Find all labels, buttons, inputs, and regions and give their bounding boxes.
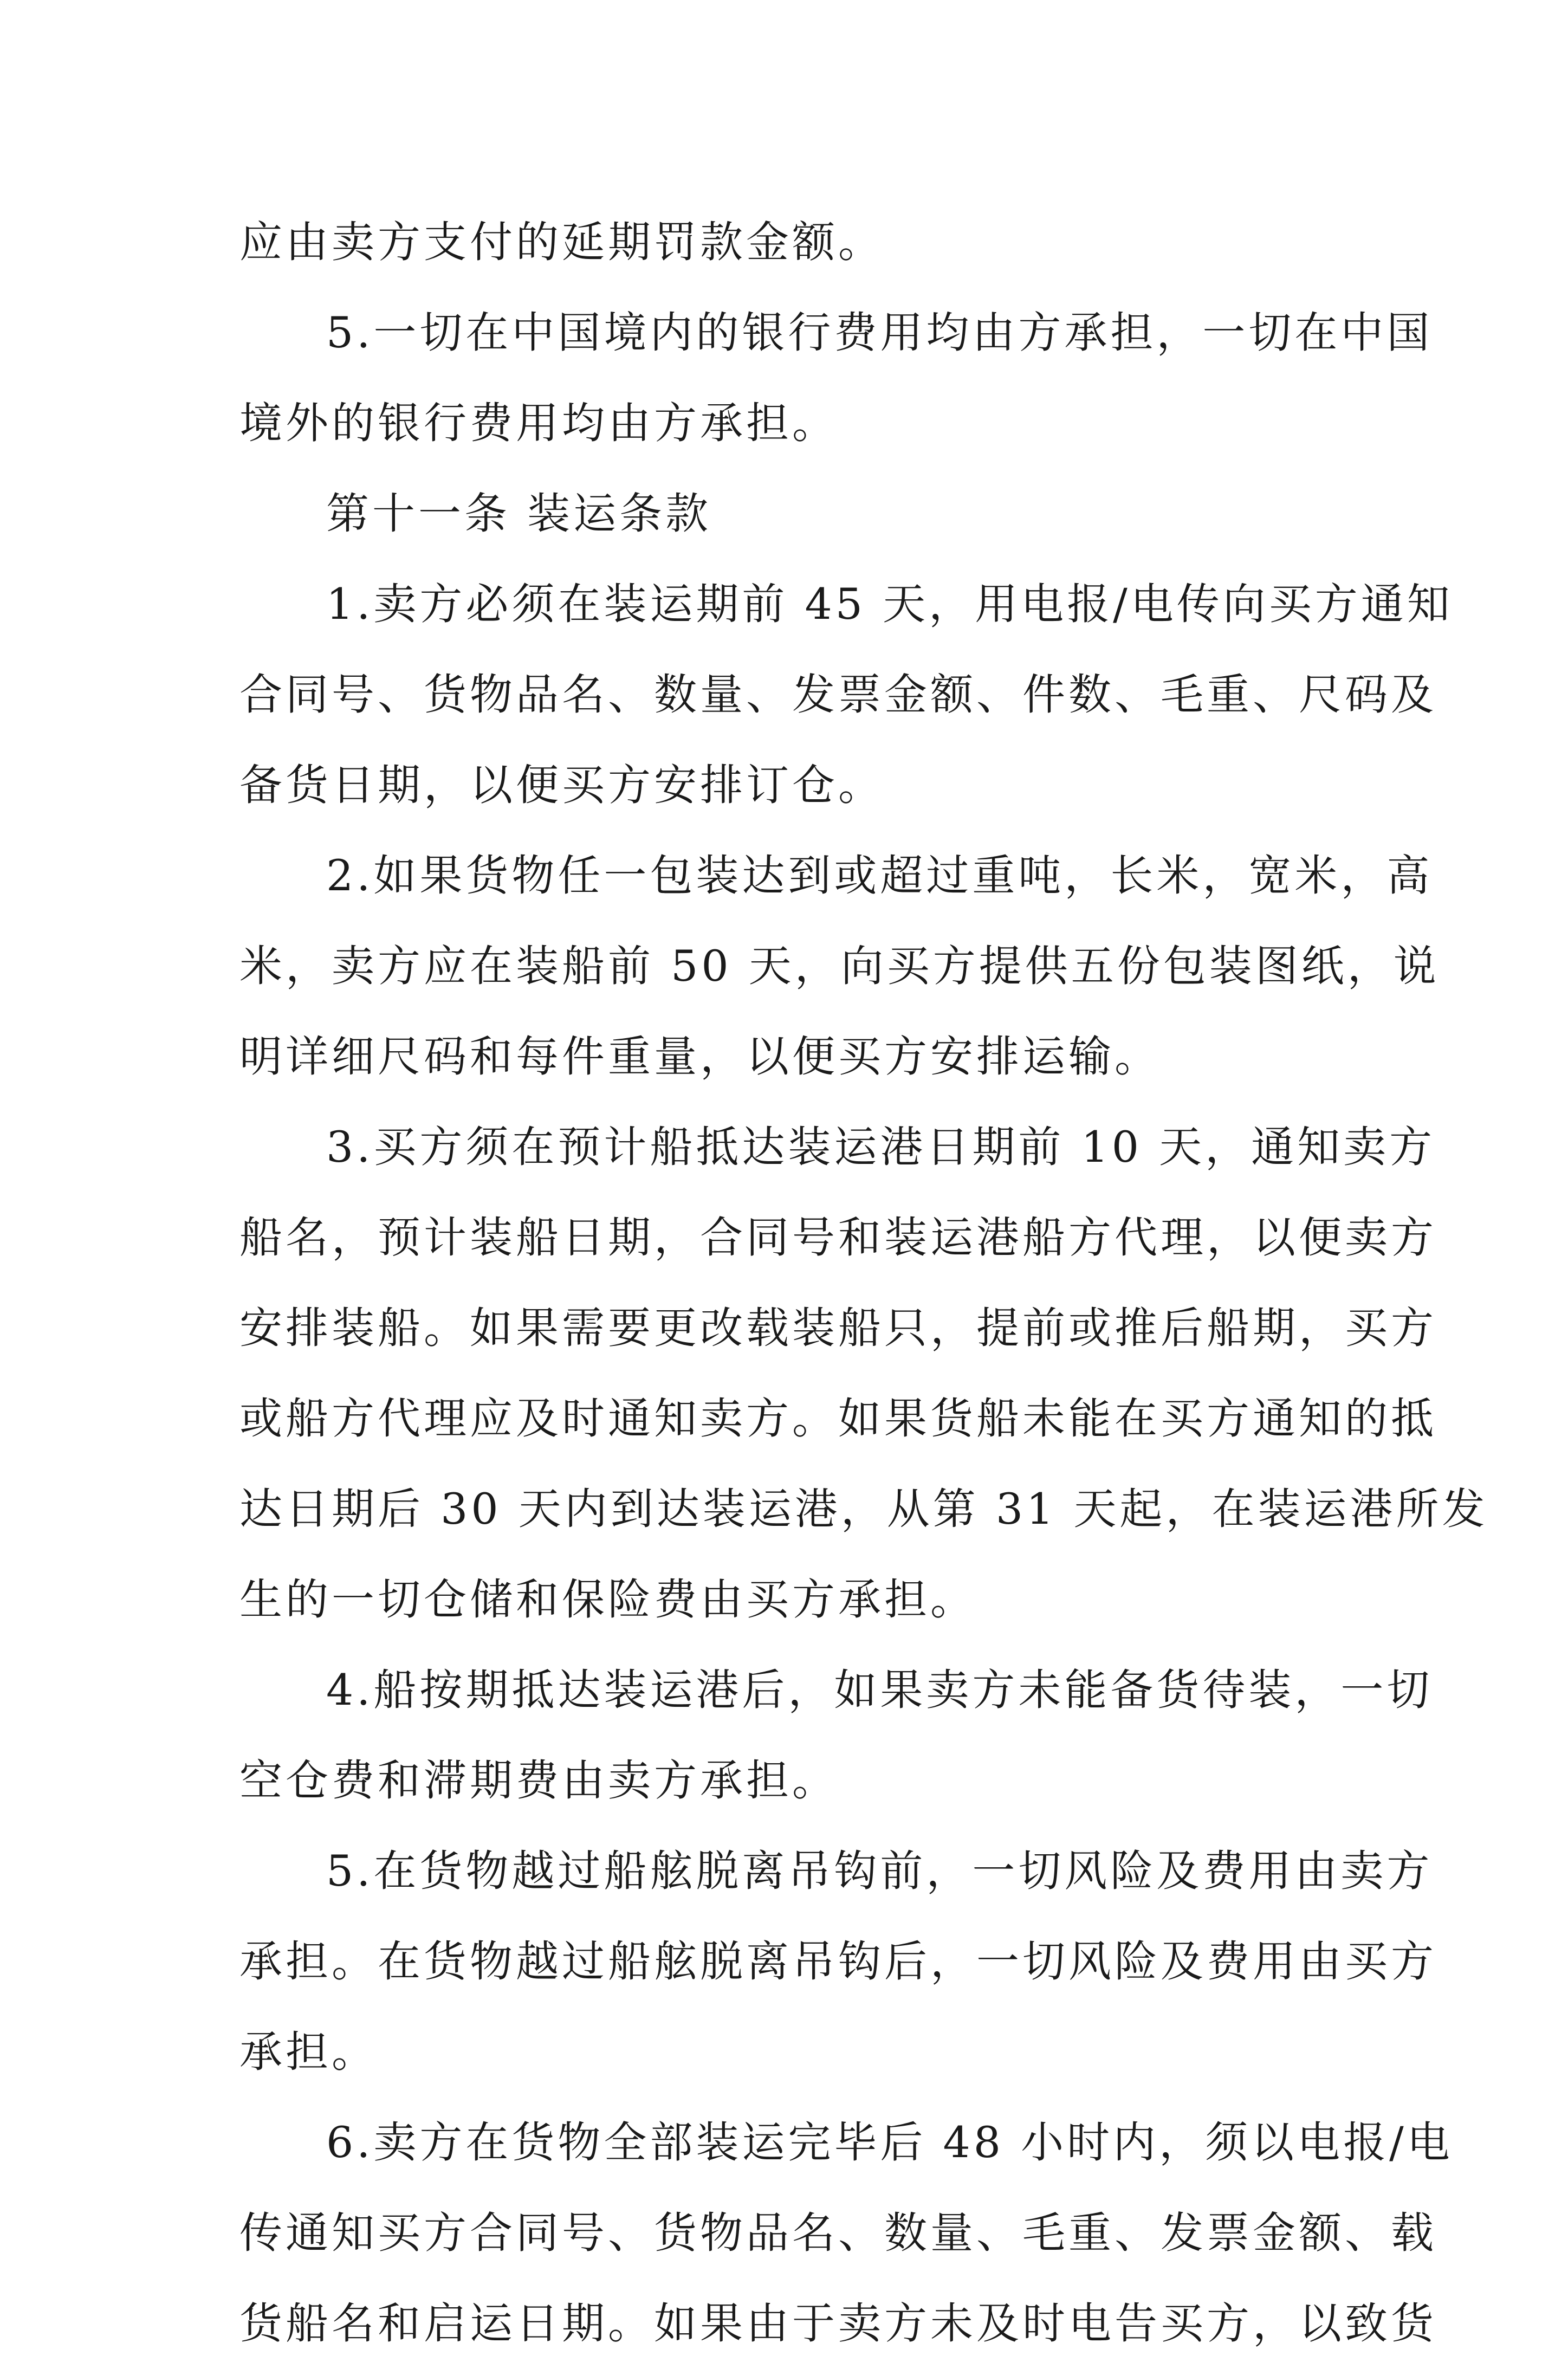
text-line-8: 2.如果货物任一包装达到或超过重吨，长米，宽米，高 [326, 851, 1433, 901]
text-line-16: 生的一切仓储和保险费由买方承担。 [239, 1575, 976, 1624]
text-line-21: 承担。 [239, 2027, 378, 2077]
text-line-2: 5.一切在中国境内的银行费用均由方承担，一切在中国 [326, 308, 1433, 358]
text-line-24: 货船名和启运日期。如果由于卖方未及时电告买方，以致货 [239, 2299, 1437, 2348]
text-line-22: 6.卖方在货物全部装运完毕后 48 小时内，须以电报/电 [326, 2118, 1453, 2167]
text-line-9: 米，卖方应在装船前 50 天，向买方提供五份包装图纸，说 [239, 941, 1440, 991]
document-body [239, 197, 1488, 2369]
text-line-18: 空仓费和滞期费由卖方承担。 [239, 1756, 838, 1805]
text-line-17: 4.船按期抵达装运港后，如果卖方未能备货待装，一切 [326, 1665, 1433, 1715]
text-line-10: 明详细尺码和每件重量，以便买方安排运输。 [239, 1032, 1161, 1082]
text-line-5: 1.卖方必须在装运期前 45 天，用电报/电传向买方通知 [326, 579, 1453, 629]
text-line-11: 3.买方须在预计船抵达装运港日期前 10 天，通知卖方 [326, 1122, 1436, 1172]
text-line-20: 承担。在货物越过船舷脱离吊钩后，一切风险及费用由买方 [239, 1937, 1437, 1986]
text-line-12: 船名，预计装船日期，合同号和装运港船方代理，以便卖方 [239, 1213, 1437, 1263]
text-line-6: 合同号、货物品名、数量、发票金额、件数、毛重、尺码及 [239, 670, 1437, 720]
text-line-19: 5.在货物越过船舷脱离吊钩前，一切风险及费用由卖方 [326, 1846, 1433, 1896]
text-line-23: 传通知买方合同号、货物品名、数量、毛重、发票金额、载 [239, 2208, 1437, 2258]
text-line-1: 应由卖方支付的延期罚款金额。 [239, 217, 884, 267]
text-line-13: 安排装船。如果需要更改载装船只，提前或推后船期，买方 [239, 1303, 1437, 1353]
text-line-3: 境外的银行费用均由方承担。 [239, 398, 838, 448]
text-line-14: 或船方代理应及时通知卖方。如果货船未能在买方通知的抵 [239, 1394, 1437, 1444]
text-line-7: 备货日期，以便买方安排订仓。 [239, 760, 884, 810]
text-line-15: 达日期后 30 天内到达装运港，从第 31 天起，在装运港所发 [239, 1484, 1488, 1534]
section-heading: 第十一条 装运条款 [326, 489, 712, 539]
